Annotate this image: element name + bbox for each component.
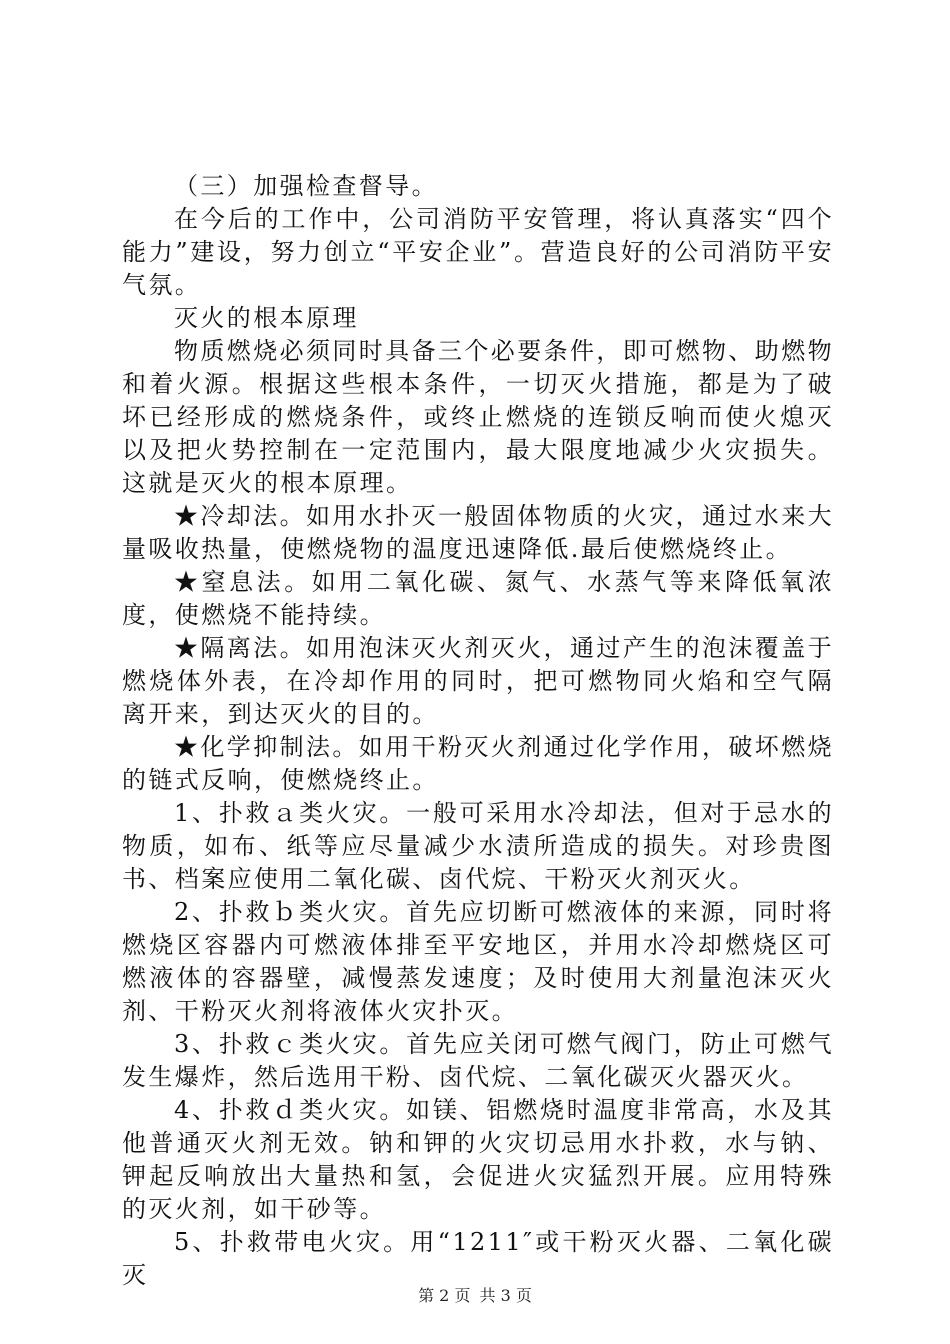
page-footer	[0, 1286, 950, 1306]
paragraph-class-a-fire: 1、扑救ａ类火灾。一般可采用水冷却法，但对于忌水的物质，如布、纸等应尽量减少水渍所造成的损失。对珍贵图书、档案应使用二氧化碳、卤代烷、干粉灭火剂灭火。	[122, 799, 834, 893]
paragraph-class-d-fire: 4、扑救ｄ类火灾。如镁、铝燃烧时温度非常高，水及其他普通灭火剂无效。钠和钾的火灾切忌用水扑救，水与钠、钾起反响放出大量热和氢，会促进火灾猛烈开展。应用特殊的灭火剂，如干砂等。	[122, 1096, 834, 1223]
paragraph-isolation-method: ★隔离法。如用泡沫灭火剂灭火，通过产生的泡沫覆盖于燃烧体外表，在冷却作用的同时，把可燃物同火焰和空气隔离开来，到达灭火的目的。	[122, 634, 834, 728]
paragraph-class-c-fire: 3、扑救ｃ类火灾。首先应关闭可燃气阀门，防止可燃气发生爆炸，然后选用干粉、卤代烷、二氧化碳灭火器灭火。	[122, 1030, 834, 1091]
page-total: 共 3 页	[479, 1286, 532, 1305]
page-number: 第 2 页	[418, 1286, 471, 1305]
paragraph-smothering-method: ★窒息法。如用二氧化碳、氮气、水蒸气等来降低氧浓度，使燃烧不能持续。	[122, 568, 834, 629]
paragraph-class-b-fire: 2、扑救ｂ类火灾。首先应切断可燃液体的来源，同时将燃烧区容器内可燃液体排至平安地区，并用水冷却燃烧区可燃液体的容器壁，减慢蒸发速度；及时使用大剂量泡沫灭火剂、干粉灭火剂将液体火灾扑灭。	[122, 898, 834, 1025]
paragraph-principle-body: 物质燃烧必须同时具备三个必要条件，即可燃物、助燃物和着火源。根据这些根本条件，一切灭火措施，都是为了破坏已经形成的燃烧条件，或终止燃烧的连锁反响而使火熄灭以及把火势控制在一定范围内，最大限度地减少火灾损失。这就是灭火的根本原理。	[122, 337, 834, 497]
paragraph-electrical-fire: 5、扑救带电火灾。用“1211″或干粉灭火器、二氧化碳灭	[122, 1228, 834, 1289]
paragraph-title-principle: 灭火的根本原理	[174, 304, 359, 332]
paragraph-section-heading: （三）加强检查督导。	[174, 172, 438, 200]
paragraph-future-work: 在今后的工作中，公司消防平安管理，将认真落实“四个能力”建设，努力创立“平安企业”。营造良好的公司消防平安气氛。	[122, 205, 834, 299]
paragraph-cooling-method: ★冷却法。如用水扑灭一般固体物质的火灾，通过水来大量吸收热量，使燃烧物的温度迅速降低.最后使燃烧终止。	[122, 502, 834, 563]
document-body	[122, 170, 834, 1292]
paragraph-chemical-method: ★化学抑制法。如用干粉灭火剂通过化学作用，破坏燃烧的链式反响，使燃烧终止。	[122, 733, 834, 794]
